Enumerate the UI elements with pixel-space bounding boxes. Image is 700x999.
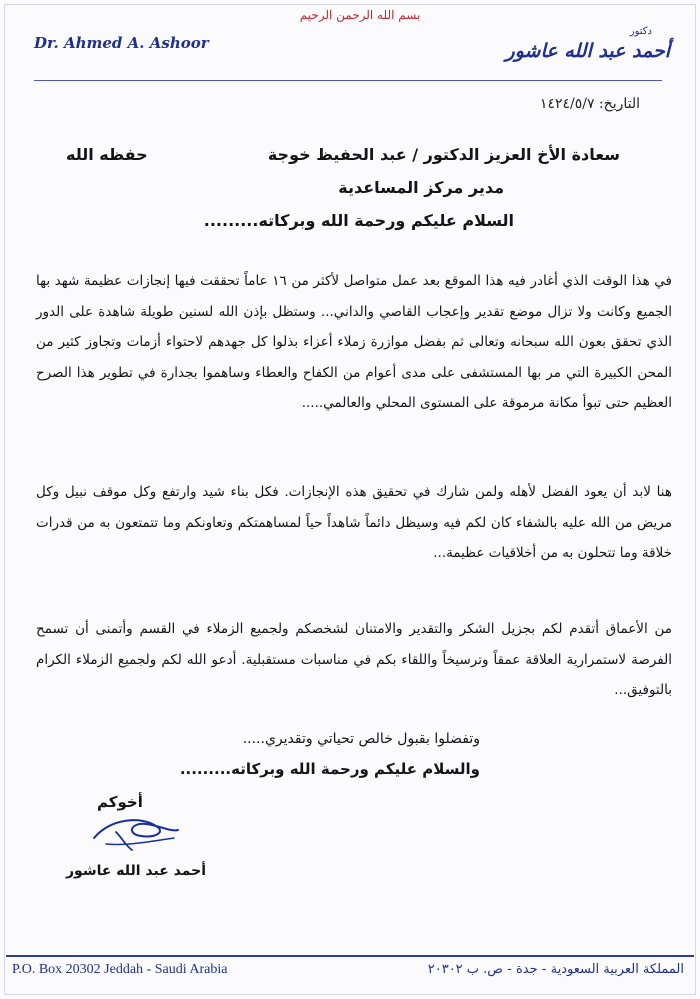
body-paragraph-3: من الأعماق أتقدم لكم بجزيل الشكر والتقدير والامتنان لشخصكم ولجميع الزملاء في القسم وأتمنى أن تسمح الفرصة لاستمرارية العلاقة عمقاً وترسيخاً واللقاء بكم في مناسبات مستقبلية. أدعو الله لكم ولجميع الزملاء الكرام بالتوفيق...: [36, 621, 672, 698]
header-divider: [34, 80, 662, 81]
sign-off-label: أخوكم: [97, 793, 143, 811]
closing-salutation: والسلام عليكم ورحمة الله وبركاته.........: [179, 760, 480, 778]
footer-divider: [6, 955, 694, 957]
addressee: سعادة الأخ العزيز الدكتور / عبد الحفيظ خوجة: [267, 145, 620, 164]
basmala: بسم الله الرحمن الرحيم: [299, 8, 421, 22]
letter-date: التاريخ: ١٤٢٤/٥/٧: [539, 96, 640, 112]
letterhead-arabic-name: أحمد عبد الله عاشور: [505, 40, 670, 62]
body-paragraph-1: في هذا الوقت الذي أغادر فيه هذا الموقع بعد عمل متواصل لأكثر من ١٦ عاماً تحققت فيها إنجازات عظيمة شهد بها الجميع وكانت ولا تزال موضع تقدير وإعجاب القاصي والداني... وستظل بإذن الله لسنين طويلة شاهدة على الدور الذي تحقق بعون الله سبحانه وتعالى ثم بفضل موازرة زملاء أعزاء بذلوا كل جهدهم لاحتواء أزمات وتجاوز كثير من المحن الكبيرة التي مر بها المستشفى على مدى أعوام من الكفاح والعطاء وساهموا بجدارة في تطوير هذا الصرح العظيم حتى تبوأ مكانة مرموقة على المستوى المحلي والعالمي.....: [36, 273, 672, 411]
greeting: السلام عليكم ورحمة الله وبركاته.........: [203, 211, 514, 230]
body-paragraph-2: هنا لابد أن يعود الفضل لأهله ولمن شارك في تحقيق هذه الإنجازات. فكل بناء شيد وارتفع وكل موقف نبيل وكل مريض من الله عليه بالشفاء كان لكم فيه وسيظل دائماً شاهداً حياً لمساهمتكم وتعاونكم وما تتمتعون به من قدرات خلاقة وما تتحلون به من أخلاقيات عظيمة...: [36, 484, 672, 561]
closing-regards: وتفضلوا بقبول خالص تحياتي وتقديري.....: [242, 731, 480, 747]
footer-arabic-address: المملكة العربية السعودية - جدة - ص. ب ٢٠٣٠٢: [427, 962, 684, 977]
letterhead-latin-name: Dr. Ahmed A. Ashoor: [34, 34, 209, 52]
signer-name: أحمد عبد الله عاشور: [66, 863, 207, 879]
addressee-honorific: حفظه الله: [66, 145, 148, 164]
footer-latin-address: P.O. Box 20302 Jeddah - Saudi Arabia: [12, 962, 228, 977]
letterhead-arabic-title: دكتور: [629, 26, 652, 37]
addressee-position: مدير مركز المساعدية: [338, 178, 504, 197]
handwritten-signature: [86, 808, 186, 858]
